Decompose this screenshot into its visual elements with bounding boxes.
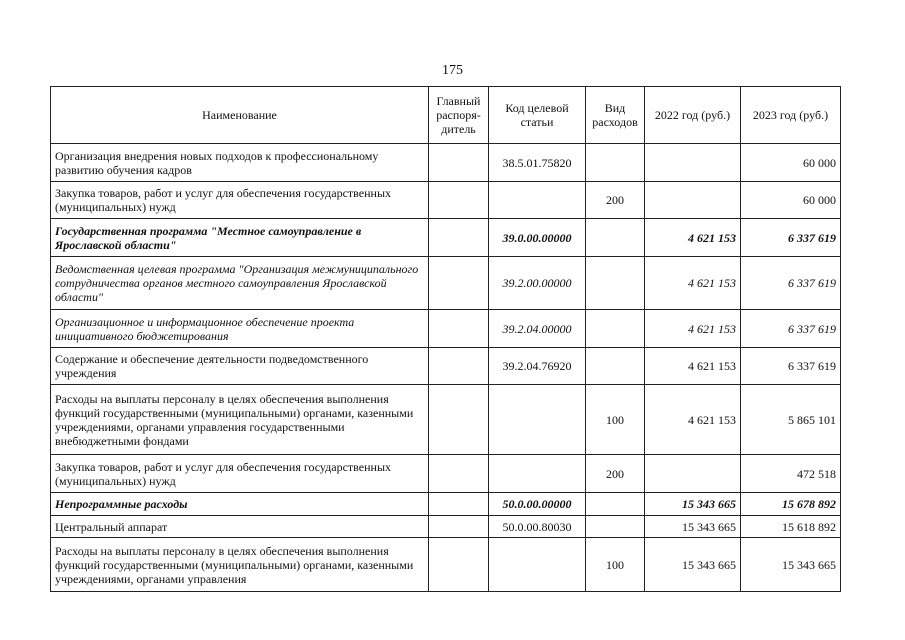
table-row	[51, 455, 841, 493]
row-type	[586, 257, 645, 310]
table-row	[51, 516, 841, 538]
table-row	[51, 538, 841, 592]
row-code: 39.2.04.76920	[489, 348, 586, 385]
row-type	[586, 219, 645, 257]
row-2022	[645, 455, 741, 493]
row-type: 100	[586, 385, 645, 455]
page-number: 175	[442, 63, 463, 78]
row-code: 39.2.00.00000	[489, 257, 586, 310]
row-code	[489, 385, 586, 455]
row-name: Закупка товаров, работ и услуг для обеспечения государственных (муниципальных) нужд	[51, 455, 429, 493]
row-2022: 4 621 153	[645, 219, 741, 257]
row-main	[429, 516, 489, 538]
row-main	[429, 310, 489, 348]
row-name: Центральный аппарат	[51, 516, 429, 538]
row-code	[489, 538, 586, 592]
row-main	[429, 538, 489, 592]
row-2023: 60 000	[741, 182, 841, 219]
row-code: 39.0.00.00000	[489, 219, 586, 257]
row-type: 200	[586, 455, 645, 493]
row-code	[489, 455, 586, 493]
row-2023: 15 618 892	[741, 516, 841, 538]
row-2023: 5 865 101	[741, 385, 841, 455]
table-header-row	[51, 87, 841, 144]
header-target-code: Код целевой статьи	[489, 87, 586, 144]
row-type	[586, 516, 645, 538]
row-type	[586, 348, 645, 385]
table-row	[51, 493, 841, 516]
row-2023: 472 518	[741, 455, 841, 493]
row-name: Организационное и информационное обеспечение проекта инициативного бюджетирования	[51, 310, 429, 348]
row-main	[429, 385, 489, 455]
row-2022: 4 621 153	[645, 310, 741, 348]
row-main	[429, 219, 489, 257]
table-row	[51, 144, 841, 182]
row-2023: 6 337 619	[741, 348, 841, 385]
row-main	[429, 257, 489, 310]
table-row	[51, 385, 841, 455]
row-name: Ведомственная целевая программа "Организация межмуниципального сотрудничества органов местного самоуправления Ярославской области"	[51, 257, 429, 310]
row-2023: 6 337 619	[741, 310, 841, 348]
row-main	[429, 455, 489, 493]
row-type: 200	[586, 182, 645, 219]
row-2023: 6 337 619	[741, 257, 841, 310]
row-name: Государственная программа "Местное самоуправление в Ярославской области"	[51, 219, 429, 257]
row-main	[429, 182, 489, 219]
row-name: Расходы на выплаты персоналу в целях обеспечения выполнения функций государственными (муниципальными) органами, казенными учреждениями, органами управления государственными внебюджетными фондами	[51, 385, 429, 455]
row-main	[429, 144, 489, 182]
row-name: Расходы на выплаты персоналу в целях обеспечения выполнения функций государственными (муниципальными) органами, казенными учреждениями, органами управления	[51, 538, 429, 592]
budget-table	[50, 86, 841, 592]
table-row	[51, 182, 841, 219]
row-2022: 15 343 665	[645, 516, 741, 538]
row-2022: 4 621 153	[645, 257, 741, 310]
row-2022: 15 343 665	[645, 493, 741, 516]
row-name: Непрограммные расходы	[51, 493, 429, 516]
row-2023: 15 343 665	[741, 538, 841, 592]
row-code: 38.5.01.75820	[489, 144, 586, 182]
table-row	[51, 348, 841, 385]
row-name: Содержание и обеспечение деятельности подведомственного учреждения	[51, 348, 429, 385]
row-type	[586, 144, 645, 182]
header-2023: 2023 год (руб.)	[741, 87, 841, 144]
table-row	[51, 310, 841, 348]
row-2022	[645, 144, 741, 182]
row-main	[429, 493, 489, 516]
row-2022: 4 621 153	[645, 348, 741, 385]
row-2022: 15 343 665	[645, 538, 741, 592]
row-type: 100	[586, 538, 645, 592]
table-row	[51, 257, 841, 310]
header-name: Наименование	[51, 87, 429, 144]
row-code: 39.2.04.00000	[489, 310, 586, 348]
row-2022	[645, 182, 741, 219]
row-code: 50.0.00.00000	[489, 493, 586, 516]
table-row	[51, 219, 841, 257]
row-2023: 15 678 892	[741, 493, 841, 516]
row-code: 50.0.00.80030	[489, 516, 586, 538]
row-type	[586, 310, 645, 348]
header-main-manager: Главный распоря- дитель	[429, 87, 489, 144]
row-2023: 60 000	[741, 144, 841, 182]
row-main	[429, 348, 489, 385]
row-name: Закупка товаров, работ и услуг для обеспечения государственных (муниципальных) нужд	[51, 182, 429, 219]
row-type	[586, 493, 645, 516]
header-2022: 2022 год (руб.)	[645, 87, 741, 144]
row-name: Организация внедрения новых подходов к профессиональному развитию обучения кадров	[51, 144, 429, 182]
row-2023: 6 337 619	[741, 219, 841, 257]
header-expense-type: Вид расходов	[586, 87, 645, 144]
row-code	[489, 182, 586, 219]
row-2022: 4 621 153	[645, 385, 741, 455]
